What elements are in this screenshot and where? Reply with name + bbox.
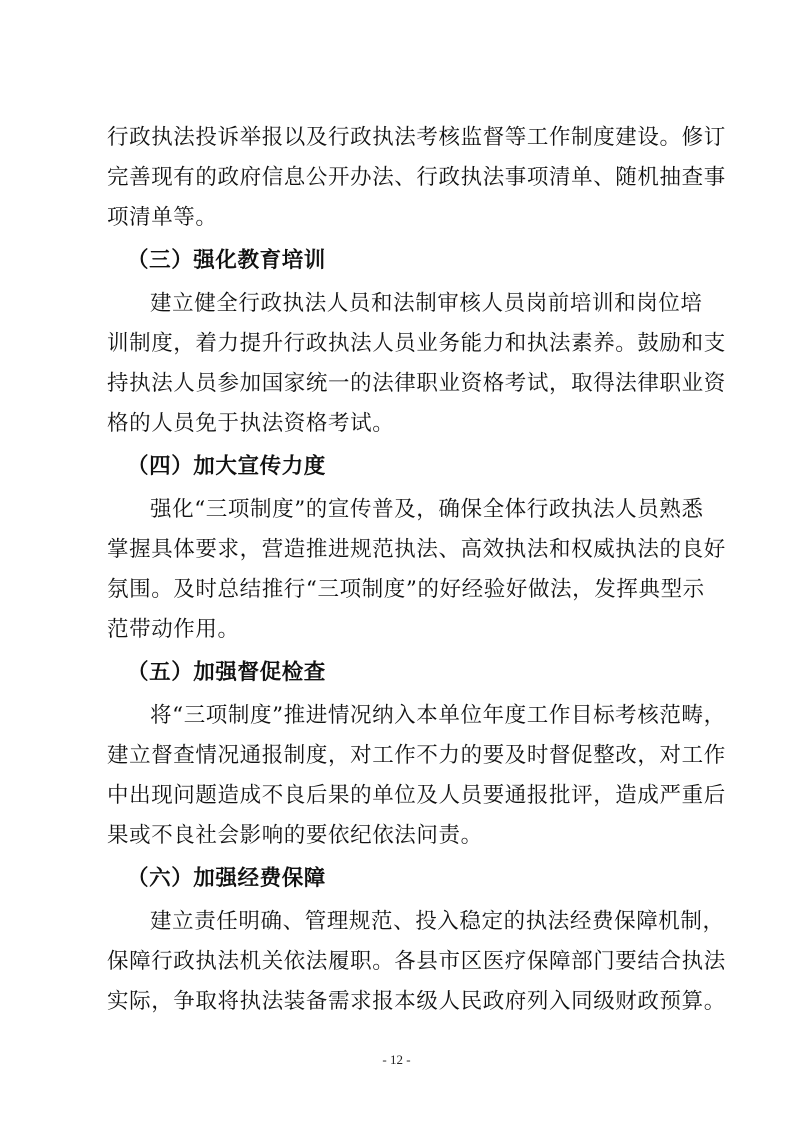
section-paragraph-6: [107, 902, 726, 1022]
paragraph-line: 将“三项制度”推进情况纳入本单位年度工作目标考核范畴，: [150, 703, 726, 728]
paragraph-line: 范带动作用。: [107, 617, 240, 642]
section-heading-3: （三）强化教育培训: [127, 248, 326, 273]
section-heading-4: （四）加大宣传力度: [127, 454, 326, 479]
section-paragraph-3: [107, 284, 726, 444]
paragraph-line: 持执法人员参加国家统一的法律职业资格考试，取得法律职业资: [107, 371, 726, 396]
paragraph-line: 果或不良社会影响的要依纪依法问责。: [107, 823, 483, 848]
paragraph-line: 格的人员免于执法资格考试。: [107, 411, 395, 436]
document-body: [107, 118, 726, 1022]
paragraph-line: 建立责任明确、管理规范、投入稳定的执法经费保障机制，: [150, 909, 725, 934]
page-number: - 12 -: [382, 1052, 411, 1067]
paragraph-line: 项清单等。: [107, 205, 218, 230]
section-paragraph-5: [107, 696, 726, 856]
paragraph-line: 训制度，着力提升行政执法人员业务能力和执法素养。鼓励和支: [107, 331, 726, 356]
paragraph-line: 完善现有的政府信息公开办法、行政执法事项清单、随机抽查事: [107, 165, 726, 190]
section-heading-5: （五）加强督促检查: [127, 660, 326, 685]
paragraph-line: 强化“三项制度”的宣传普及，确保全体行政执法人员熟悉: [150, 497, 704, 522]
paragraph-line: 实际，争取将执法装备需求报本级人民政府列入同级财政预算。: [107, 989, 726, 1014]
intro-paragraph: [107, 118, 726, 238]
paragraph-line: 建立健全行政执法人员和法制审核人员岗前培训和岗位培: [150, 291, 703, 316]
paragraph-line: 保障行政执法机关依法履职。各县市区医疗保障部门要结合执法: [107, 949, 726, 974]
paragraph-line: 掌握具体要求，营造推进规范执法、高效执法和权威执法的良好: [107, 537, 726, 562]
paragraph-line: 中出现问题造成不良后果的单位及人员要通报批评，造成严重后: [107, 783, 726, 808]
paragraph-line: 建立督查情况通报制度，对工作不力的要及时督促整改，对工作: [107, 743, 726, 768]
section-heading-6: （六）加强经费保障: [127, 866, 326, 891]
paragraph-line: 氛围。及时总结推行“三项制度”的好经验好做法，发挥典型示: [107, 577, 705, 602]
paragraph-line: 行政执法投诉举报以及行政执法考核监督等工作制度建设。修订: [107, 125, 726, 150]
section-paragraph-4: [107, 490, 726, 650]
